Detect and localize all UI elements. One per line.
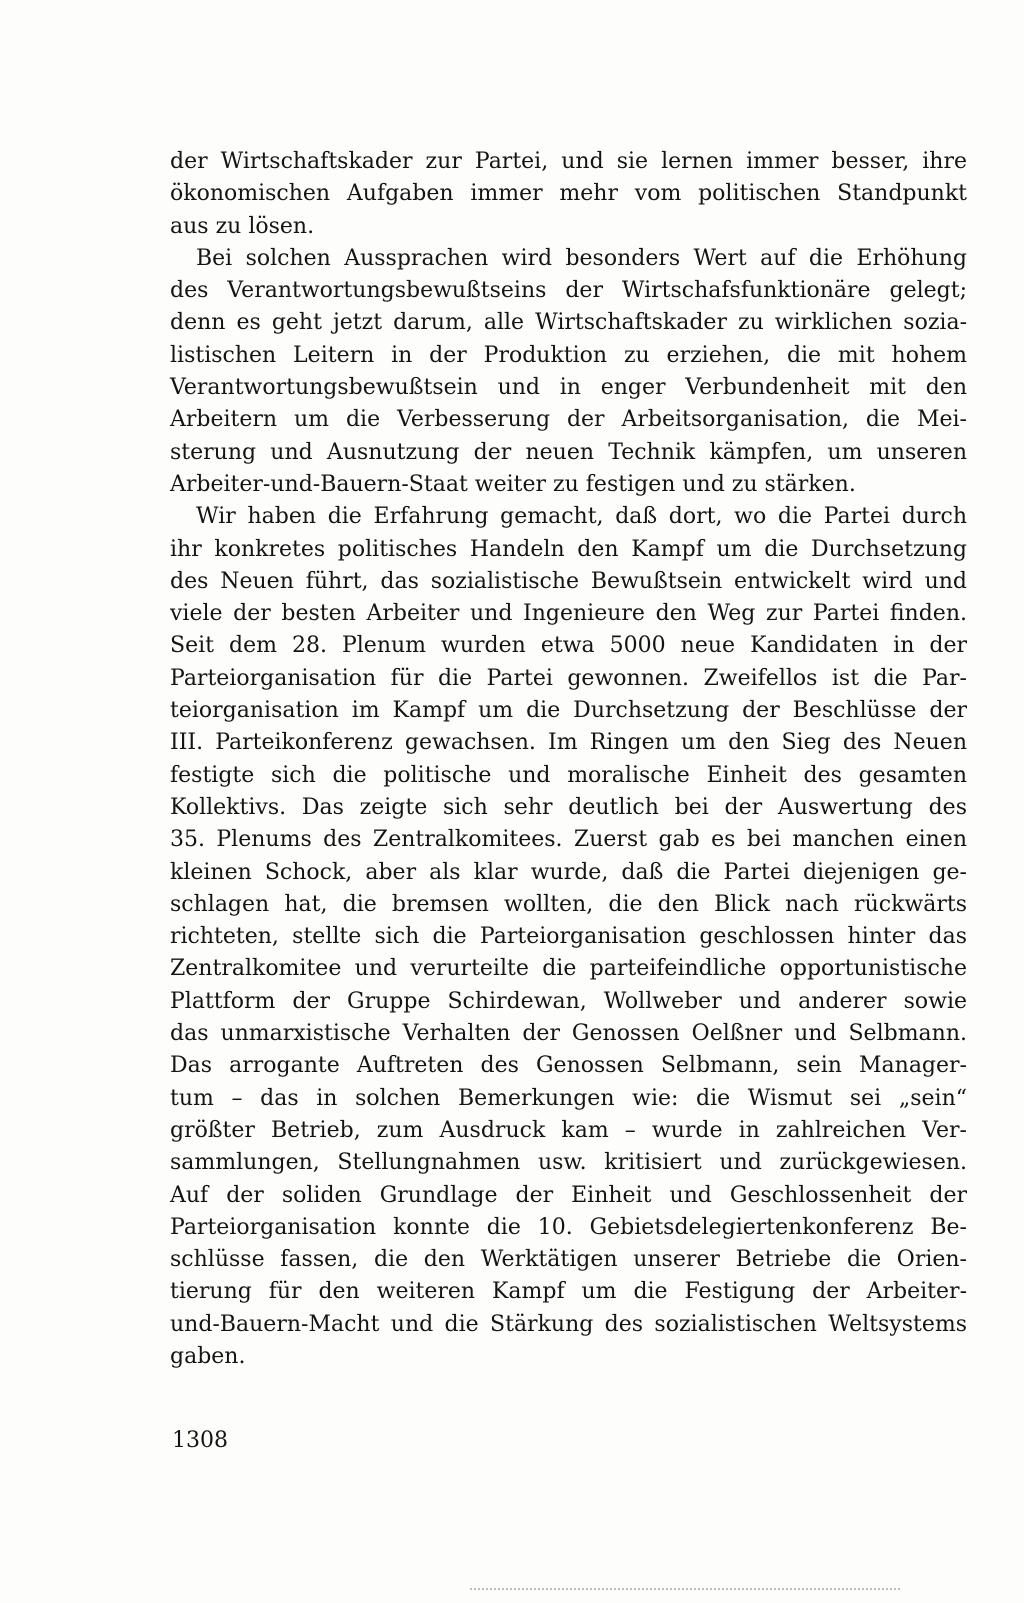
text-line: des Verantwortungsbewußtseins der Wirtschafsfunktionäre gelegt; xyxy=(170,278,967,304)
text-line: gaben. xyxy=(170,1343,246,1369)
text-line: des Neuen führt, das sozialistische Bewußtsein entwickelt wird und xyxy=(170,568,967,594)
text-line: schlagen hat, die bremsen wollten, die den Blick nach rückwärts xyxy=(170,891,967,917)
text-line: tum – das in solchen Bemerkungen wie: die Wismut sei „sein“ xyxy=(170,1085,967,1111)
text-line: teiorganisation im Kampf um die Durchsetzung der Beschlüsse der xyxy=(170,698,967,724)
text-line: denn es geht jetzt darum, alle Wirtschaftskader zu wirklichen sozia- xyxy=(170,310,967,336)
text-line: sterung und Ausnutzung der neuen Technik kämpfen, um unseren xyxy=(170,439,967,465)
text-line: 35. Plenums des Zentralkomitees. Zuerst gab es bei manchen einen xyxy=(170,827,967,853)
text-line: Verantwortungsbewußtsein und in enger Verbundenheit mit den xyxy=(170,375,967,401)
page-number: 1308 xyxy=(172,1428,228,1453)
text-line: III. Parteikonferenz gewachsen. Im Ringen um den Sieg des Neuen xyxy=(170,730,967,756)
text-line: listischen Leitern in der Produktion zu erziehen, die mit hohem xyxy=(170,342,967,368)
text-line: größter Betrieb, zum Ausdruck kam – wurde in zahlreichen Ver- xyxy=(170,1117,967,1143)
text-line: richteten, stellte sich die Parteiorganisation geschlossen hinter das xyxy=(170,924,967,950)
scan-edge-marks xyxy=(470,1588,900,1593)
text-line: viele der besten Arbeiter und Ingenieure den Weg zur Partei finden. xyxy=(170,601,967,627)
text-line: Seit dem 28. Plenum wurden etwa 5000 neue Kandidaten in der xyxy=(170,633,967,659)
text-line: Auf der soliden Grundlage der Einheit und Geschlossenheit der xyxy=(170,1182,967,1208)
text-line: Wir haben die Erfahrung gemacht, daß dort, wo die Partei durch xyxy=(196,504,967,530)
text-line: und-Bauern-Macht und die Stärkung des sozialistischen Weltsystems xyxy=(170,1311,967,1337)
text-line: Parteiorganisation für die Partei gewonnen. Zweifellos ist die Par- xyxy=(170,665,967,691)
text-line: tierung für den weiteren Kampf um die Festigung der Arbeiter- xyxy=(170,1279,967,1305)
text-line: Parteiorganisation konnte die 10. Gebietsdelegiertenkonferenz Be- xyxy=(170,1214,967,1240)
text-line: ökonomischen Aufgaben immer mehr vom politischen Standpunkt xyxy=(170,181,967,207)
text-line: ihr konkretes politisches Handeln den Kampf um die Durchsetzung xyxy=(170,536,967,562)
text-line: Bei solchen Aussprachen wird besonders Wert auf die Erhöhung xyxy=(196,245,967,271)
text-line: Plattform der Gruppe Schirdewan, Wollweber und anderer sowie xyxy=(170,988,967,1014)
text-line: Arbeitern um die Verbesserung der Arbeitsorganisation, die Mei- xyxy=(170,407,967,433)
text-line: festigte sich die politische und moralische Einheit des gesamten xyxy=(170,762,967,788)
text-line: der Wirtschaftskader zur Partei, und sie lernen immer besser, ihre xyxy=(170,149,967,174)
text-line: Kollektivs. Das zeigte sich sehr deutlich bei der Auswertung des xyxy=(170,794,967,820)
text-line: das unmarxistische Verhalten der Genossen Oelßner und Selbmann. xyxy=(170,1021,967,1047)
text-line: schlüsse fassen, die den Werktätigen unserer Betriebe die Orien- xyxy=(170,1247,967,1273)
text-line: Zentralkomitee und verurteilte die parteifeindliche opportunistische xyxy=(170,956,967,982)
text-line: Arbeiter-und-Bauern-Staat weiter zu festigen und zu stärken. xyxy=(170,471,856,497)
text-line: sammlungen, Stellungnahmen usw. kritisiert und zurückgewiesen. xyxy=(170,1150,967,1176)
text-line: kleinen Schock, aber als klar wurde, daß die Partei diejenigen ge- xyxy=(170,859,967,885)
body-text xyxy=(170,146,967,1373)
text-line: aus zu lösen. xyxy=(170,213,315,239)
text-line: Das arrogante Auftreten des Genossen Selbmann, sein Manager- xyxy=(170,1053,967,1079)
